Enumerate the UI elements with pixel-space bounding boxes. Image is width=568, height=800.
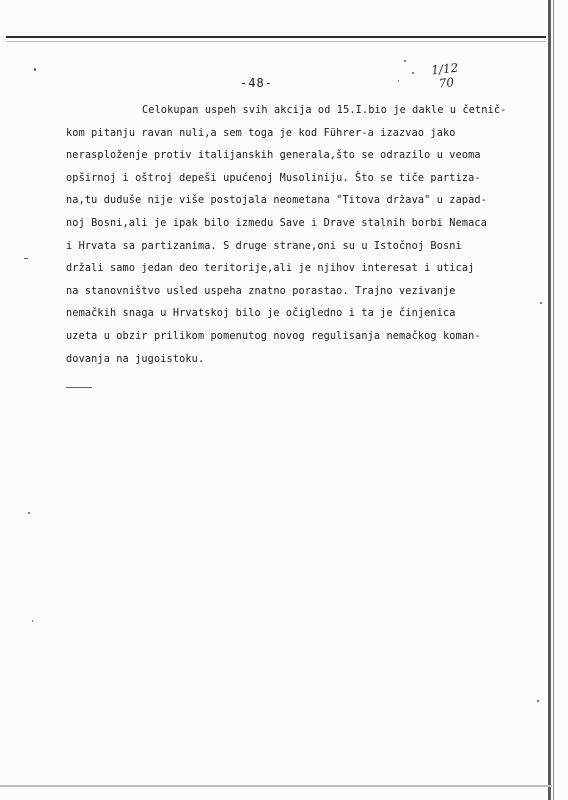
- scan-mark: [24, 258, 28, 259]
- text-line-6: noj Bosni,ali je ipak bilo izmedu Save i Drave stalnih borbi Nemaca: [66, 217, 487, 229]
- scan-speck: [540, 302, 542, 304]
- text-line-11: uzeta u obzir prilikom pomenutog novog regulisanja nemačkog koman-: [66, 330, 481, 342]
- text-line-5: na,tu duduše nije više postojala neometana "Titova država" u zapad-: [66, 195, 487, 207]
- scan-speck: [404, 60, 406, 62]
- text-line-7: i Hrvata sa partizanima. S druge strane,oni su u Istočnoj Bosni: [66, 240, 462, 252]
- right-page-edge: [548, 0, 551, 800]
- scan-mark: [66, 387, 92, 388]
- scan-speck: [398, 80, 399, 82]
- archive-mark-line-2: 70: [438, 75, 455, 91]
- text-line-2: kom pitanju ravan nuli,a sem toga je kod Führer-a izazvao jako: [66, 127, 456, 139]
- body-text: [66, 100, 546, 371]
- top-rule: [6, 36, 546, 38]
- text-line-1: Celokupan uspeh svih akcija od 15.I.bio je dakle u četnič-: [142, 105, 507, 116]
- text-line-8: držali samo jedan deo teritorije,ali je njihov interesat i uticaj: [66, 263, 475, 275]
- top-rule-shadow: [6, 41, 546, 42]
- text-line-4: opširnoj i oštroj depeši upućenoj Musoliniju. Što se tiče partiza-: [66, 172, 481, 184]
- page-number: -48-: [240, 76, 273, 90]
- bottom-rule: [0, 785, 552, 787]
- archive-mark: [431, 61, 461, 92]
- scan-speck: [28, 512, 30, 514]
- scan-speck: [32, 620, 33, 622]
- scan-speck: [34, 68, 36, 71]
- scan-speck: [412, 72, 414, 74]
- archive-mark-line-1: 1/12: [430, 60, 459, 78]
- text-line-10: nemačkih snaga u Hrvatskoj bilo je očigledno i ta je činjenica: [66, 308, 456, 320]
- text-line-9: na stanovništvo usled uspeha znatno porastao. Trajno vezivanje: [66, 285, 456, 297]
- scan-speck: [537, 700, 539, 702]
- right-page-edge-inner: [553, 0, 554, 800]
- text-line-3: nerasploženje protiv italijanskih generala,što se odrazilo u veoma: [66, 150, 481, 162]
- text-line-12: dovanja na jugoistoku.: [66, 353, 205, 365]
